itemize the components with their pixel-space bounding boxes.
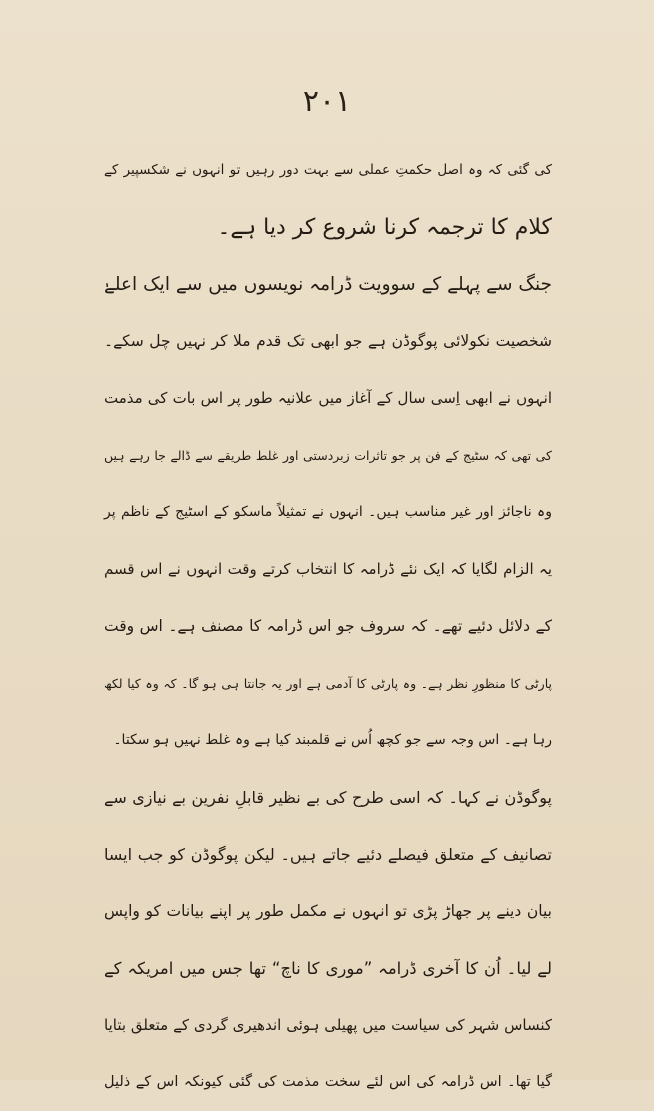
text-line: بیان دینے پر جھاڑ پڑی تو انہوں نے مکمل طور پر اپنے بیانات کو واپس: [104, 902, 552, 920]
text-line: کنساس شہر کی سیاست میں پھیلی ہوئی اندھیری گردی کے متعلق بتایا: [104, 1016, 552, 1034]
text-line: کلام کا ترجمہ کرنا شروع کر دیا ہے۔: [217, 215, 552, 240]
text-line: کی تھی کہ سٹیج کے فن پر جو تاثرات زبردستی اور غلط طریقے سے ڈالے جا رہے ہیں: [104, 448, 552, 463]
text-line: یہ الزام لگایا کہ ایک نئے ڈرامہ کا انتخاب کرتے وقت انہوں نے اس قسم: [104, 560, 552, 578]
text-line: کے دلائل دئیے تھے۔ کہ سروف جو اس ڈرامہ کا مصنف ہے۔ اس وقت: [104, 617, 552, 635]
text-line: پارٹی کا منظورِ نظر ہے۔ وہ پارٹی کا آدمی ہے اور یہ جانتا ہی ہو گا۔ کہ وہ کیا لکھ: [104, 676, 552, 691]
text-line: شخصیت نکولائی پوگوڈن ہے جو ابھی تک قدم ملا کر نہیں چل سکے۔: [104, 332, 552, 350]
text-line: پوگوڈن نے کہا۔ کہ اسی طرح کی بے نظیر قابلِ نفرین بے نیازی سے: [104, 788, 552, 807]
body-text: [104, 142, 552, 1111]
text-line: کی گئی کہ وہ اصل حکمتِ عملی سے بہت دور رہیں تو انہوں نے شکسپیر کے: [104, 162, 552, 178]
text-line: تصانیف کے متعلق فیصلے دئیے جاتے ہیں۔ لیکن پوگوڈن کو جب ایسا: [104, 845, 552, 864]
text-line: انہوں نے ابھی اِسی سال کے آغاز میں علانیہ طور پر اس بات کی مذمت: [104, 389, 552, 407]
text-line: گیا تھا۔ اس ڈرامہ کی اس لئے سخت مذمت کی گئی کیونکہ اس کے ذلیل: [104, 1074, 552, 1090]
text-line: جنگ سے پہلے کے سوویت ڈرامہ نویسوں میں سے ایک اعلےٰ: [104, 274, 552, 295]
text-line: رہا ہے۔ اس وجہ سے جو کچھ اُس نے قلمبند کیا ہے وہ غلط نہیں ہو سکتا۔: [113, 732, 552, 748]
text-line: لے لیا۔ اُن کا آخری ڈرامہ ”موری کا ناچ“ تھا جس میں امریکہ کے: [104, 959, 552, 978]
text-line: وہ ناجائز اور غیر مناسب ہیں۔ انہوں نے تمثیلاً ماسکو کے اسٹیج کے ناظم پر: [104, 504, 552, 520]
page-number: ۲۰۱: [302, 84, 352, 119]
